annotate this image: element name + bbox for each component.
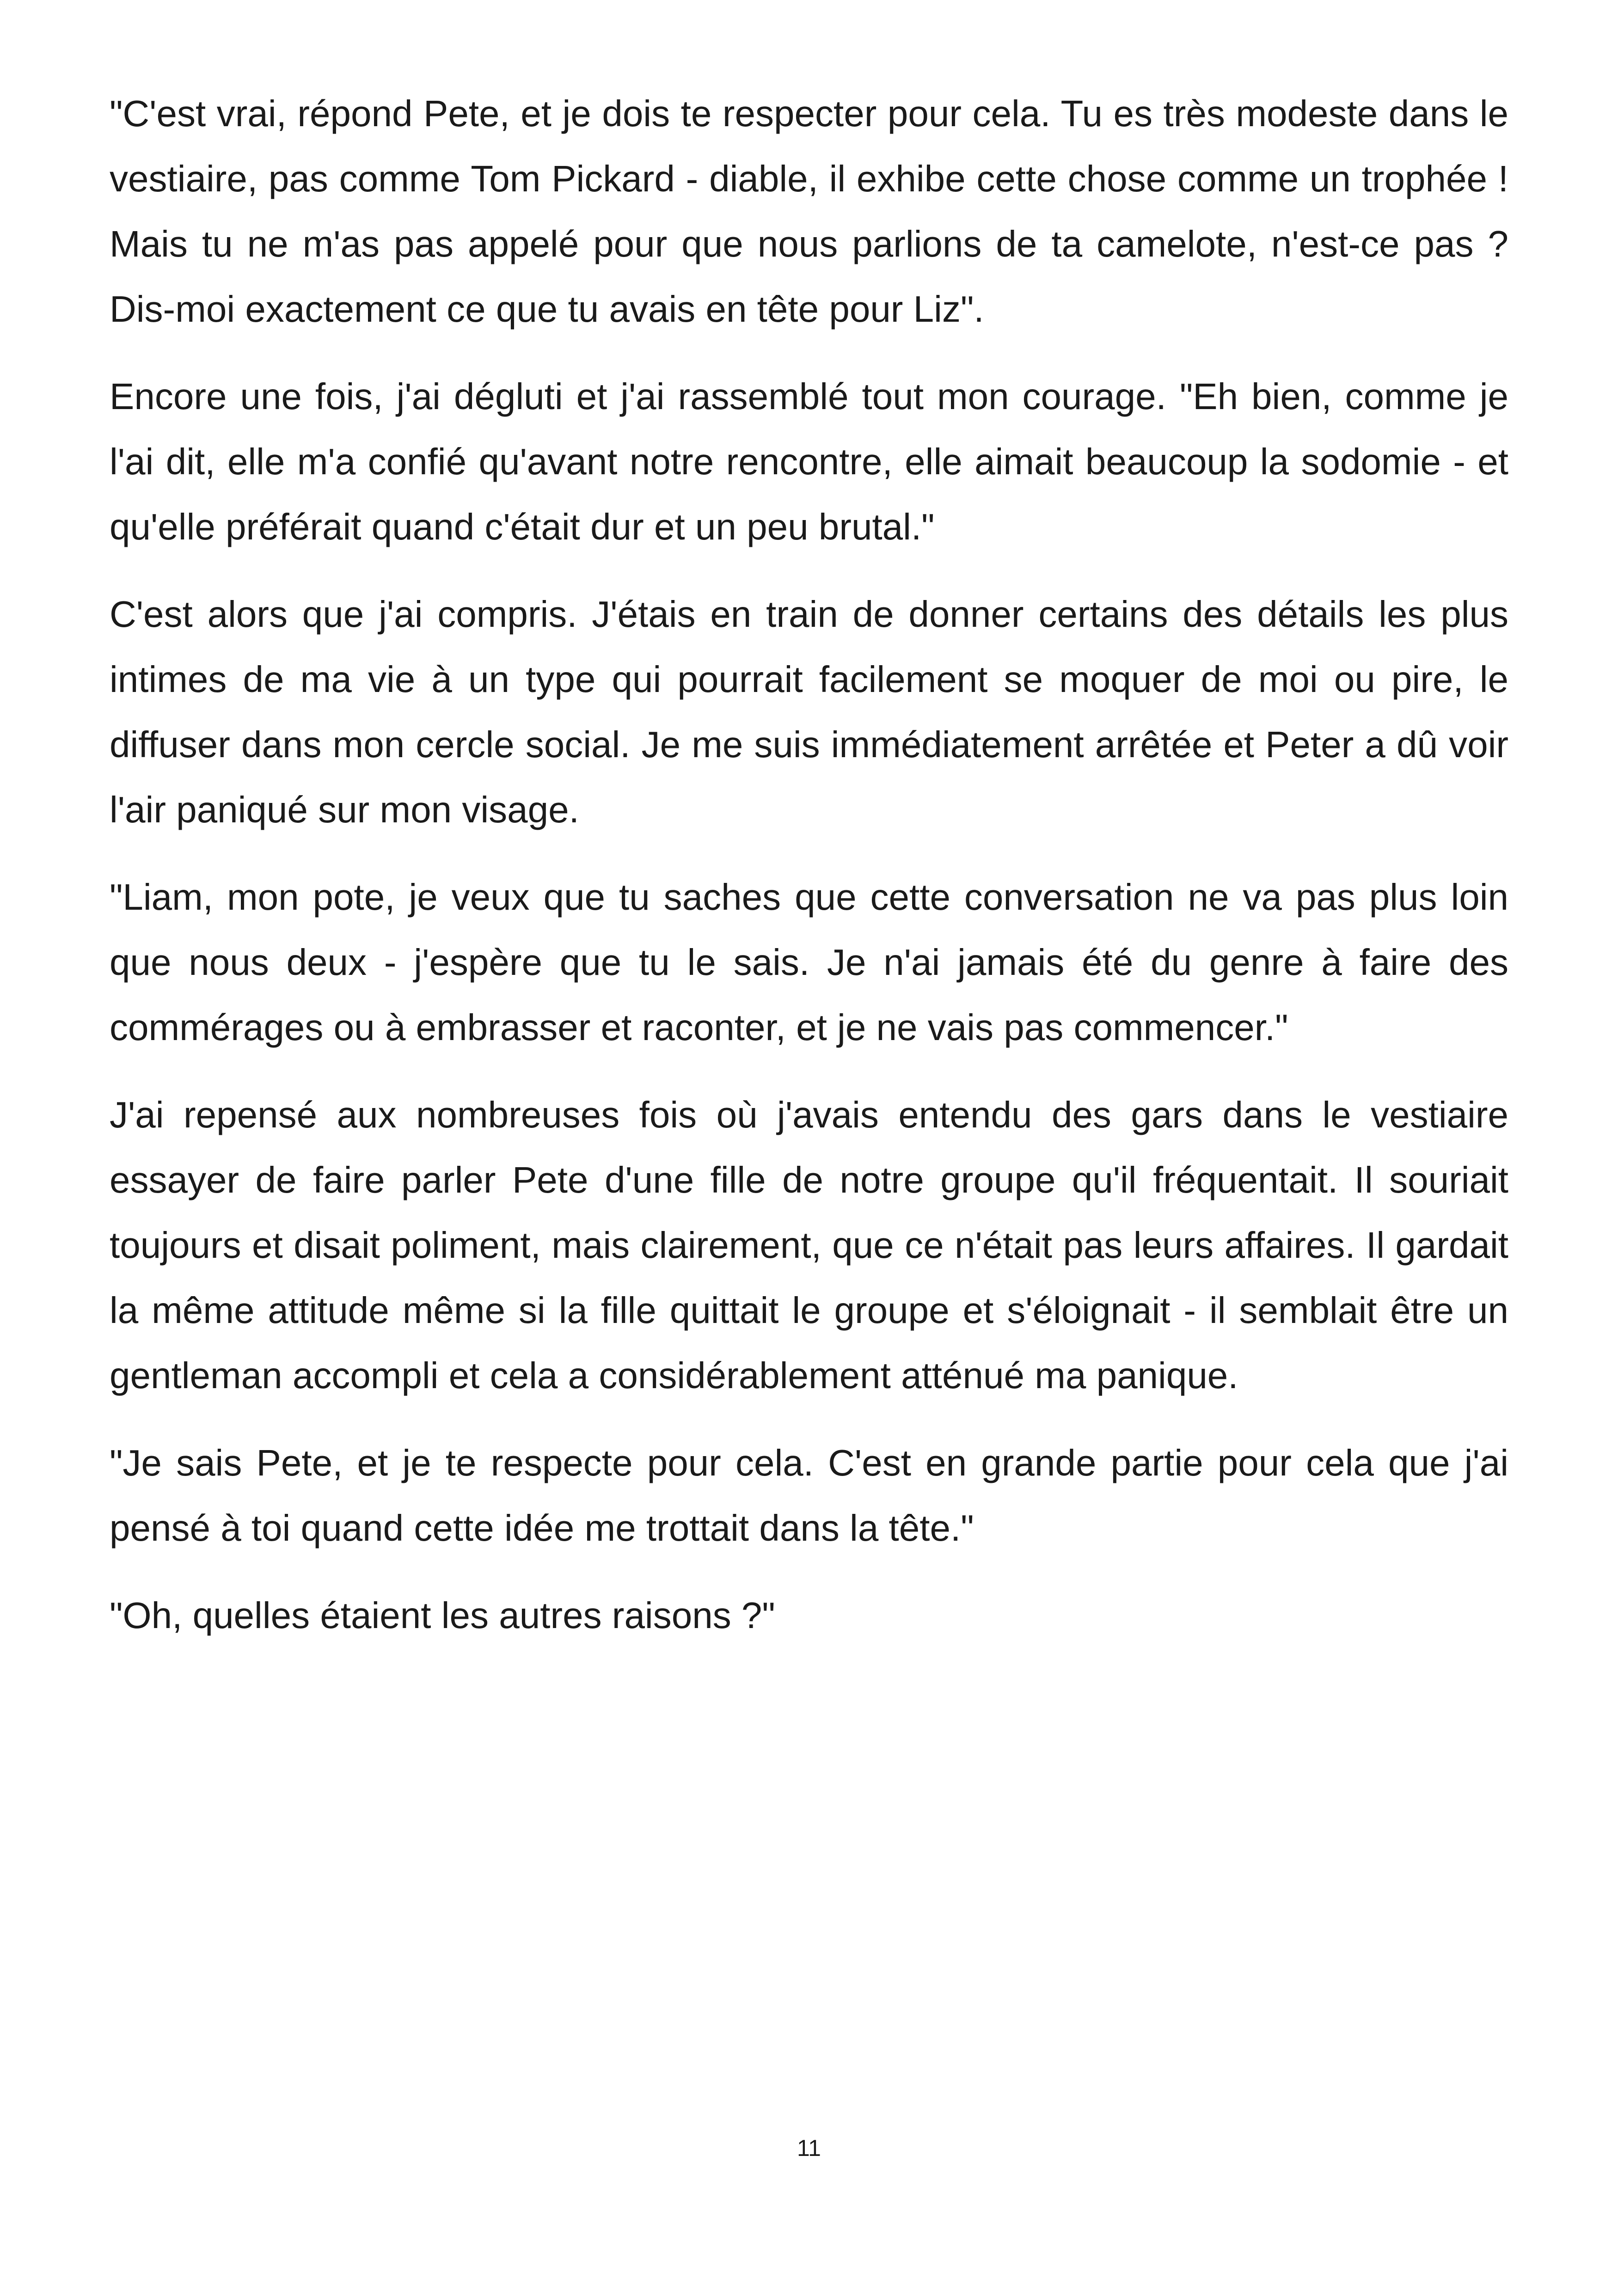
paragraph: "Je sais Pete, et je te respecte pour cela. C'est en grande partie pour cela que j'ai pensé à toi quand cette idée me trottait dans la tête." <box>110 1442 1508 1549</box>
paragraph: C'est alors que j'ai compris. J'étais en train de donner certains des détails les plus intimes de ma vie à un type qui pourrait facilement se moquer de moi ou pire, le diffuser dans mon cercle social. Je me suis immédiatement arrêtée et Peter a dû voir l'air paniqué sur mon visage. <box>110 594 1508 830</box>
paragraph: Encore une fois, j'ai dégluti et j'ai rassemblé tout mon courage. "Eh bien, comme je l'ai dit, elle m'a confié qu'avant notre rencontre, elle aimait beaucoup la sodomie - et qu'elle préférait quand c'était dur et un peu brutal." <box>110 376 1508 547</box>
paragraph: "Oh, quelles étaient les autres raisons ?" <box>110 1595 775 1636</box>
body-text <box>110 81 1508 1670</box>
paragraph: J'ai repensé aux nombreuses fois où j'avais entendu des gars dans le vestiaire essayer de faire parler Pete d'une fille de notre groupe qu'il fréquentait. Il souriait toujours et disait poliment, mais clairement, que ce n'était pas leurs affaires. Il gardait la même attitude même si la fille quittait le groupe et s'éloignait - il semblait être un gentleman accompli et cela a considérablement atténué ma panique. <box>110 1094 1508 1396</box>
paragraph: "Liam, mon pote, je veux que tu saches que cette conversation ne va pas plus loin que nous deux - j'espère que tu le sais. Je n'ai jamais été du genre à faire des commérages ou à embrasser et raconter, et je ne vais pas commencer." <box>110 876 1508 1048</box>
paragraph: "C'est vrai, répond Pete, et je dois te respecter pour cela. Tu es très modeste dans le vestiaire, pas comme Tom Pickard - diable, il exhibe cette chose comme un trophée ! Mais tu ne m'as pas appelé pour que nous parlions de ta camelote, n'est-ce pas ? Dis-moi exactement ce que tu avais en tête pour Liz". <box>110 93 1508 330</box>
page-number: 11 <box>797 2135 821 2161</box>
